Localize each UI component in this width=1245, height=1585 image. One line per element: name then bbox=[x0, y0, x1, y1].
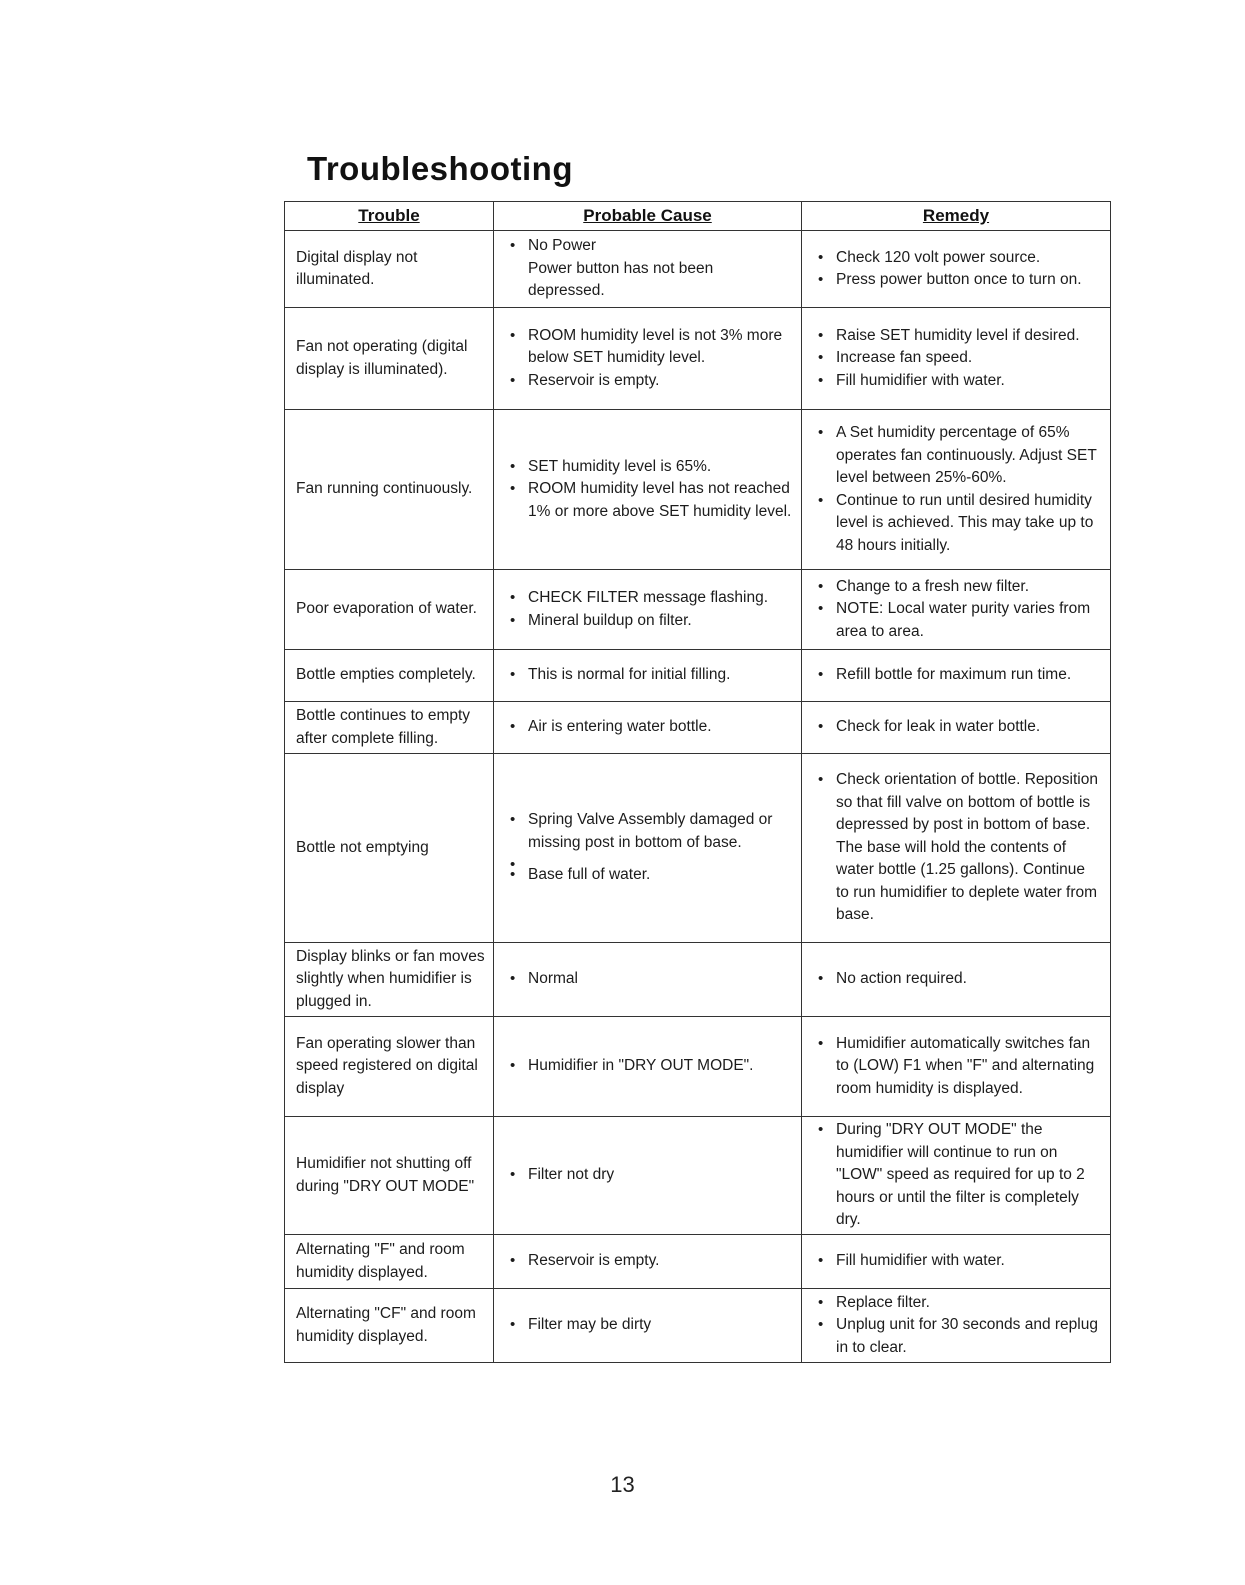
cause-item: • ROOM humidity level has not reached 1% or more above SET humidity level. bbox=[506, 478, 793, 523]
cause-item: • Filter not dry bbox=[506, 1164, 793, 1187]
cause-item: • Base full of water. bbox=[506, 864, 793, 887]
remedy-item: • No action required. bbox=[814, 968, 1102, 991]
cause-cell bbox=[494, 1017, 802, 1117]
remedy-cell bbox=[802, 754, 1111, 943]
table-row bbox=[285, 1017, 1111, 1117]
trouble-cell: Alternating "F" and room humidity displayed. bbox=[285, 1235, 494, 1289]
trouble-cell: Poor evaporation of water. bbox=[285, 570, 494, 650]
cause-cell bbox=[494, 410, 802, 570]
remedy-cell bbox=[802, 1017, 1111, 1117]
remedy-item: • Raise SET humidity level if desired. bbox=[814, 325, 1102, 348]
cause-item: • Normal bbox=[506, 968, 793, 991]
remedy-cell bbox=[802, 943, 1111, 1017]
table-row bbox=[285, 410, 1111, 570]
cause-item: • Spring Valve Assembly damaged or missing post in bottom of base. bbox=[506, 809, 793, 854]
remedy-item: • Check orientation of bottle. Reposition so that fill valve on bottom of bottle is depressed by post in bottom of base. The base will hold the contents of water bottle (1.25 gallons). Continue to run humidifier to deplete water from base. bbox=[814, 769, 1102, 927]
remedy-item: • Check 120 volt power source. bbox=[814, 247, 1102, 270]
table-row bbox=[285, 702, 1111, 754]
troubleshooting-table bbox=[284, 201, 1111, 1363]
cause-item: • Mineral buildup on filter. bbox=[506, 610, 793, 633]
trouble-cell: Fan not operating (digital display is illuminated). bbox=[285, 308, 494, 410]
remedy-item: • Change to a fresh new filter. bbox=[814, 576, 1102, 599]
cause-cell bbox=[494, 702, 802, 754]
cause-cell bbox=[494, 1235, 802, 1289]
cause-item: • Air is entering water bottle. bbox=[506, 716, 793, 739]
trouble-cell: Humidifier not shutting off during "DRY OUT MODE" bbox=[285, 1117, 494, 1235]
header-trouble: Trouble bbox=[285, 202, 494, 231]
cause-item: • Reservoir is empty. bbox=[506, 1250, 793, 1273]
table-row bbox=[285, 754, 1111, 943]
remedy-cell bbox=[802, 1117, 1111, 1235]
cause-cell bbox=[494, 754, 802, 943]
cause-item: • Humidifier in "DRY OUT MODE". bbox=[506, 1055, 793, 1078]
remedy-cell bbox=[802, 231, 1111, 308]
table-row bbox=[285, 650, 1111, 702]
table-row bbox=[285, 1289, 1111, 1363]
trouble-cell: Bottle continues to empty after complete filling. bbox=[285, 702, 494, 754]
cause-cell bbox=[494, 943, 802, 1017]
cause-cell bbox=[494, 1117, 802, 1235]
remedy-item: • Refill bottle for maximum run time. bbox=[814, 664, 1102, 687]
remedy-item: • NOTE: Local water purity varies from area to area. bbox=[814, 598, 1102, 643]
remedy-item: • A Set humidity percentage of 65% operates fan continuously. Adjust SET level between 25%-60%. bbox=[814, 422, 1102, 490]
cause-item: • This is normal for initial filling. bbox=[506, 664, 793, 687]
remedy-item: • Fill humidifier with water. bbox=[814, 1250, 1102, 1273]
trouble-cell: Fan running continuously. bbox=[285, 410, 494, 570]
remedy-item: • Unplug unit for 30 seconds and replug in to clear. bbox=[814, 1314, 1102, 1359]
remedy-item: • Humidifier automatically switches fan to (LOW) F1 when "F" and alternating room humidity is displayed. bbox=[814, 1033, 1102, 1101]
table-row bbox=[285, 1235, 1111, 1289]
remedy-item: • Continue to run until desired humidity level is achieved. This may take up to 48 hours initially. bbox=[814, 490, 1102, 558]
remedy-cell bbox=[802, 308, 1111, 410]
remedy-item: • Replace filter. bbox=[814, 1292, 1102, 1315]
page-number: 13 bbox=[610, 1472, 635, 1497]
trouble-cell: Display blinks or fan moves slightly when humidifier is plugged in. bbox=[285, 943, 494, 1017]
cause-cell bbox=[494, 570, 802, 650]
trouble-cell: Digital display not illuminated. bbox=[285, 231, 494, 308]
cause-item: • Reservoir is empty. bbox=[506, 370, 793, 393]
remedy-cell bbox=[802, 702, 1111, 754]
table-row bbox=[285, 308, 1111, 410]
remedy-cell bbox=[802, 1289, 1111, 1363]
table-row bbox=[285, 231, 1111, 308]
remedy-item: • Increase fan speed. bbox=[814, 347, 1102, 370]
header-probable-cause: Probable Cause bbox=[494, 202, 802, 231]
cause-item: • CHECK FILTER message flashing. bbox=[506, 587, 793, 610]
cause-item: • No Power bbox=[506, 235, 793, 258]
remedy-item: • Press power button once to turn on. bbox=[814, 269, 1102, 292]
trouble-cell: Fan operating slower than speed registered on digital display bbox=[285, 1017, 494, 1117]
cause-cell bbox=[494, 308, 802, 410]
remedy-item: • Check for leak in water bottle. bbox=[814, 716, 1102, 739]
page-title: Troubleshooting bbox=[307, 150, 573, 187]
table-row bbox=[285, 943, 1111, 1017]
header-remedy: Remedy bbox=[802, 202, 1111, 231]
trouble-cell: Alternating "CF" and room humidity displayed. bbox=[285, 1289, 494, 1363]
cause-item: Power button has not been depressed. bbox=[528, 259, 714, 300]
table-header-row bbox=[285, 202, 1111, 231]
trouble-cell: Bottle not emptying bbox=[285, 754, 494, 943]
remedy-cell bbox=[802, 1235, 1111, 1289]
remedy-cell bbox=[802, 570, 1111, 650]
remedy-cell bbox=[802, 650, 1111, 702]
table-row bbox=[285, 1117, 1111, 1235]
table-row bbox=[285, 570, 1111, 650]
cause-item: • Filter may be dirty bbox=[506, 1314, 793, 1337]
cause-cell bbox=[494, 1289, 802, 1363]
remedy-item: • During "DRY OUT MODE" the humidifier will continue to run on "LOW" speed as required for up to 2 hours or until the filter is completely dry. bbox=[814, 1119, 1102, 1232]
remedy-cell bbox=[802, 410, 1111, 570]
trouble-cell: Bottle empties completely. bbox=[285, 650, 494, 702]
remedy-item: • Fill humidifier with water. bbox=[814, 370, 1102, 393]
cause-cell bbox=[494, 650, 802, 702]
cause-item: • ROOM humidity level is not 3% more below SET humidity level. bbox=[506, 325, 793, 370]
cause-cell bbox=[494, 231, 802, 308]
cause-item: • SET humidity level is 65%. bbox=[506, 456, 793, 479]
